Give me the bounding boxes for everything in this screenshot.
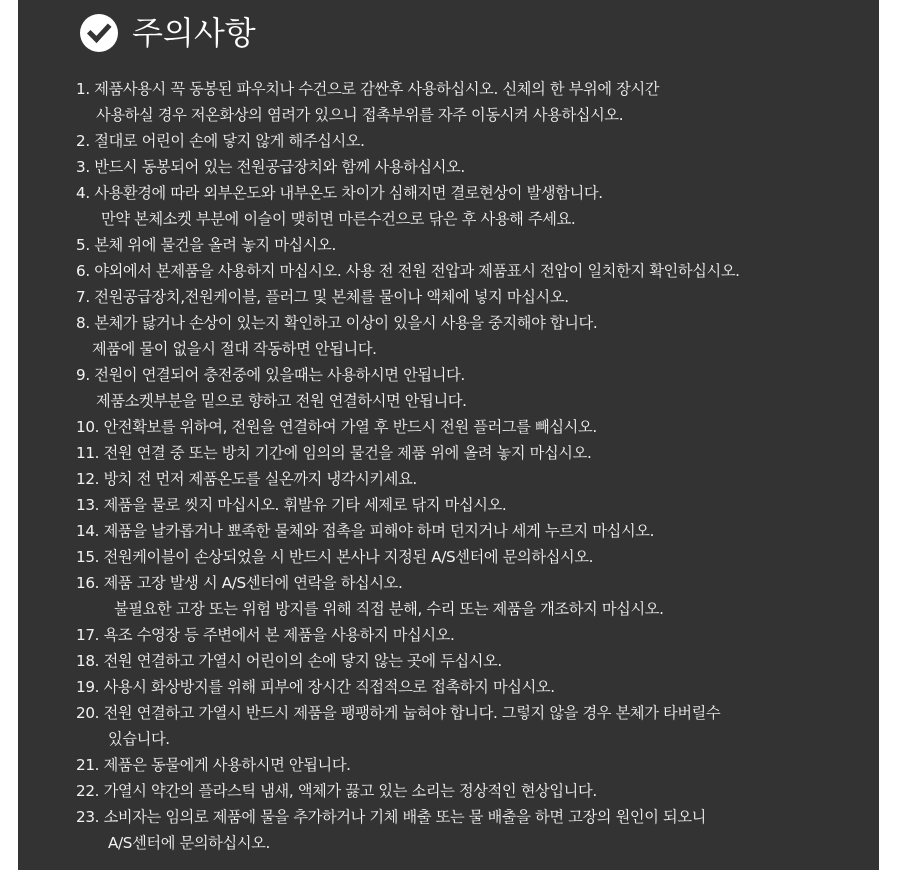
notice-item-13: 13. 제품을 물로 씻지 마십시오. 휘발유 기타 세제로 닦지 마십시오. <box>76 496 507 514</box>
notice-item-10: 10. 안전확보를 위하여, 전원을 연결하여 가열 후 반드시 전원 플러그를 빼십시오. <box>76 418 597 436</box>
notice-item-18: 18. 전원 연결하고 가열시 어린이의 손에 닿지 않는 곳에 두십시오. <box>76 652 502 670</box>
notice-item-4-continued: 만약 본체소켓 부분에 이슬이 맺히면 마른수건으로 닦은 후 사용해 주세요. <box>101 210 576 228</box>
notice-item-17: 17. 욕조 수영장 등 주변에서 본 제품을 사용하지 마십시오. <box>76 626 455 644</box>
notice-item-15: 15. 전원케이블이 손상되었을 시 반드시 본사나 지정된 A/S센터에 문의하십시오. <box>76 548 594 566</box>
notice-item-11: 11. 전원 연결 중 또는 방치 기간에 임의의 물건을 제품 위에 올려 놓지 마십시오. <box>76 444 592 462</box>
notice-item-8-continued: 제품에 물이 없을시 절대 작동하면 안됩니다. <box>92 340 377 358</box>
notice-item-1-continued: 사용하실 경우 저온화상의 염려가 있으니 접촉부위를 자주 이동시켜 사용하십시오. <box>96 106 624 124</box>
notice-list <box>76 76 876 856</box>
notice-item-6: 6. 야외에서 본제품을 사용하지 마십시오. 사용 전 전원 전압과 제품표시 전압이 일치한지 확인하십시오. <box>76 262 740 280</box>
notice-item-4: 4. 사용환경에 따라 외부온도와 내부온도 차이가 심해지면 결로현상이 발생합니다. <box>76 184 603 202</box>
notice-item-7: 7. 전원공급장치,전원케이블, 플러그 및 본체를 물이나 액체에 넣지 마십시오. <box>76 288 569 306</box>
notice-item-19: 19. 사용시 화상방지를 위해 피부에 장시간 직접적으로 접촉하지 마십시오. <box>76 678 555 696</box>
notice-item-9: 9. 전원이 연결되어 충전중에 있을때는 사용하시면 안됩니다. <box>76 366 465 384</box>
notice-item-3: 3. 반드시 동봉되어 있는 전원공급장치와 함께 사용하십시오. <box>76 158 465 176</box>
page-title: 주의사항 <box>132 14 256 52</box>
notice-panel <box>18 0 879 870</box>
notice-item-23-continued: A/S센터에 문의하십시오. <box>108 834 270 852</box>
notice-item-1: 1. 제품사용시 꼭 동봉된 파우치나 수건으로 감싼후 사용하십시오. 신체의 한 부위에 장시간 <box>76 80 660 98</box>
notice-item-21: 21. 제품은 동물에게 사용하시면 안됩니다. <box>76 756 351 774</box>
notice-item-16-continued: 불필요한 고장 또는 위험 방지를 위해 직접 분해, 수리 또는 제품을 개조하지 마십시오. <box>114 600 664 618</box>
check-circle-icon <box>80 14 118 52</box>
notice-item-5: 5. 본체 위에 물건을 올려 놓지 마십시오. <box>76 236 336 254</box>
notice-item-23: 23. 소비자는 임의로 제품에 물을 추가하거나 기체 배출 또는 물 배출을 하면 고장의 원인이 되오니 <box>76 808 706 826</box>
notice-item-16: 16. 제품 고장 발생 시 A/S센터에 연락을 하십시오. <box>76 574 403 592</box>
notice-item-22: 22. 가열시 약간의 플라스틱 냄새, 액체가 끓고 있는 소리는 정상적인 현상입니다. <box>76 782 597 800</box>
notice-item-2: 2. 절대로 어린이 손에 닿지 않게 해주십시오. <box>76 132 365 150</box>
notice-item-9-continued: 제품소켓부분을 밑으로 향하고 전원 연결하시면 안됩니다. <box>96 392 467 410</box>
notice-item-20: 20. 전원 연결하고 가열시 반드시 제품을 팽팽하게 눕혀야 합니다. 그렇지 않을 경우 본체가 타버릴수 <box>76 704 721 722</box>
notice-item-12: 12. 방치 전 먼저 제품온도를 실온까지 냉각시키세요. <box>76 470 417 488</box>
notice-item-20-continued: 있습니다. <box>108 730 170 748</box>
notice-item-8: 8. 본체가 닳거나 손상이 있는지 확인하고 이상이 있을시 사용을 중지해야 합니다. <box>76 314 598 332</box>
notice-header <box>80 8 256 58</box>
notice-item-14: 14. 제품을 날카롭거나 뾰족한 물체와 접촉을 피해야 하며 던지거나 세게 누르지 마십시오. <box>76 522 655 540</box>
